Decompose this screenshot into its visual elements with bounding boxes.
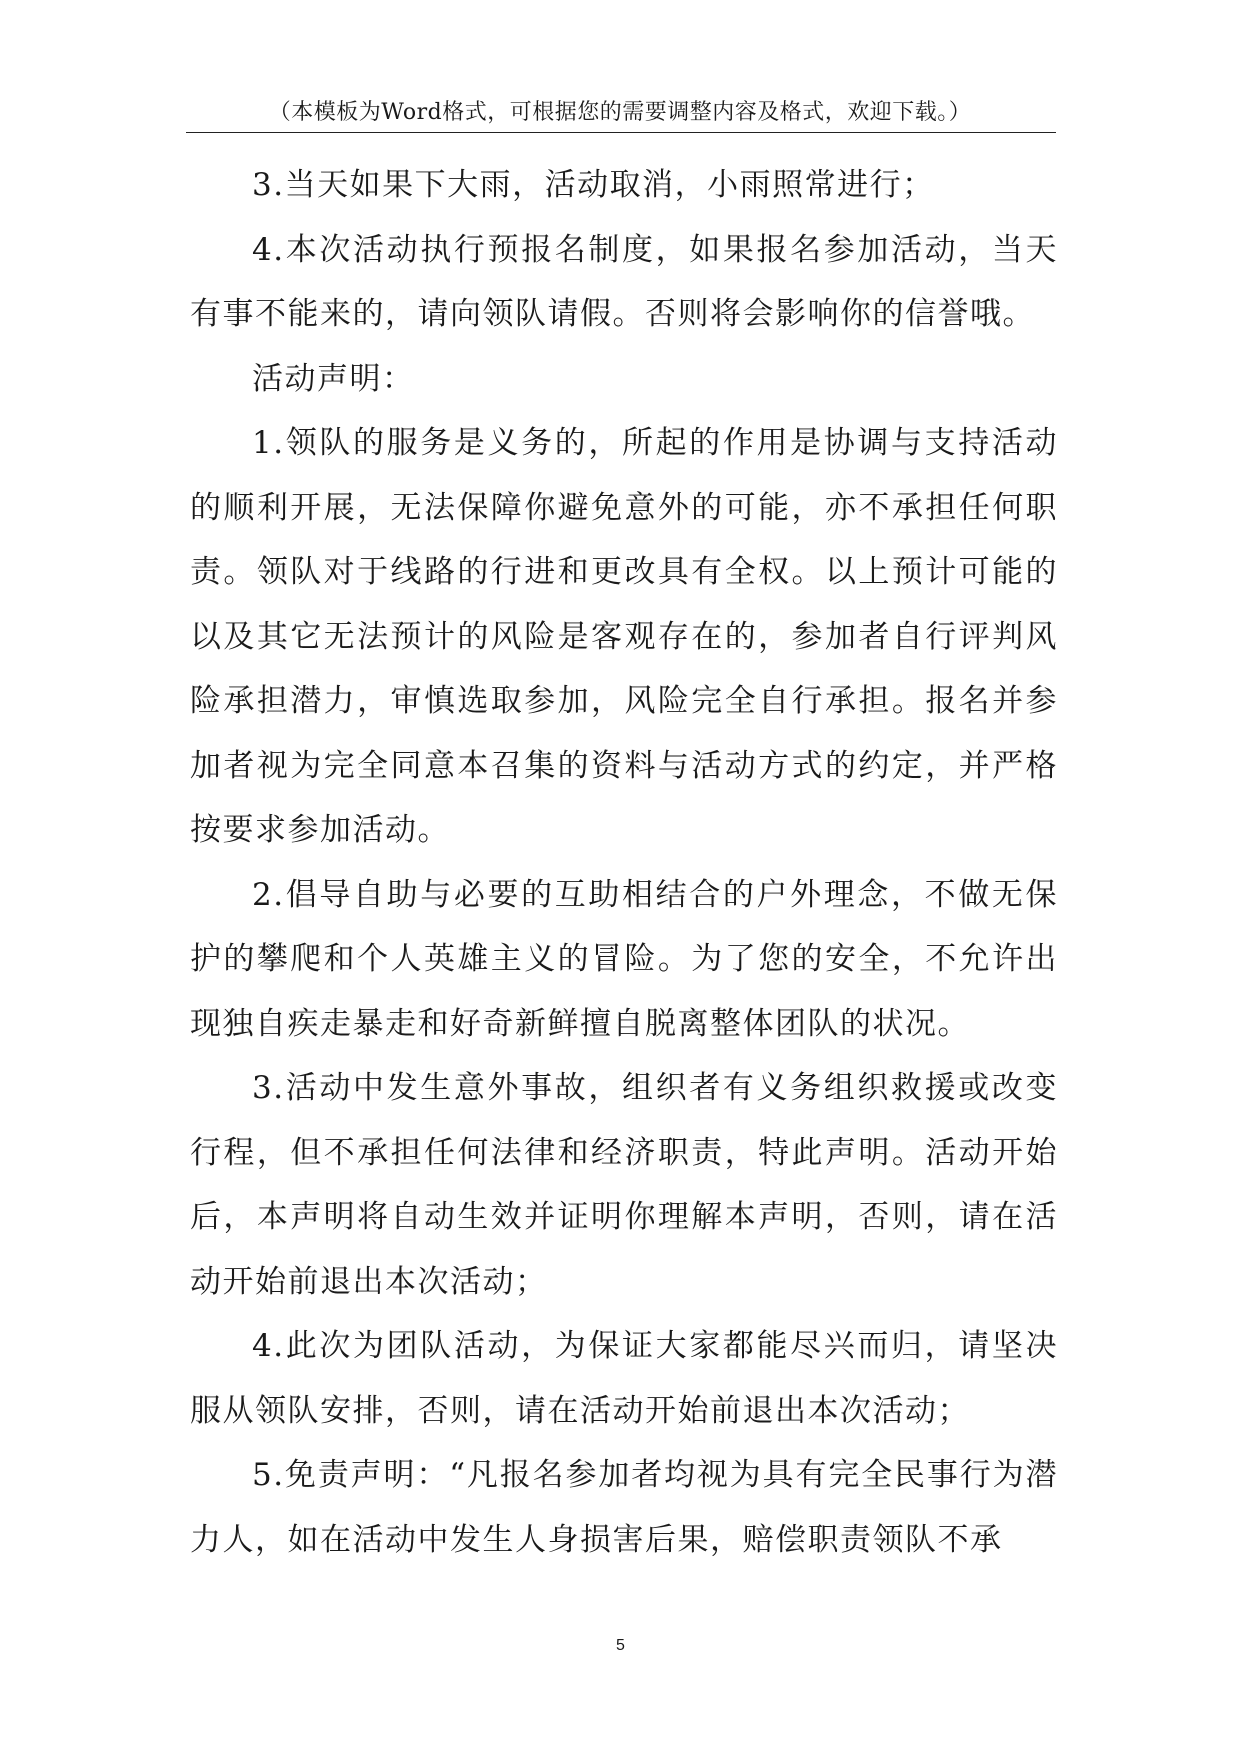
header-divider — [186, 132, 1056, 133]
section-heading-activity-statement: 活动声明： — [252, 360, 415, 397]
paragraph-registration-rule: 4.本次活动执行预报名制度，如果报名参加活动，当天有事不能来的，请向领队请假。否则将会影响你的信誉哦。 — [190, 231, 1058, 332]
page-number: 5 — [616, 1637, 625, 1654]
paragraph-statement-3: 3.活动中发生意外事故，组织者有义务组织救援或改变行程，但不承担任何法律和经济职责，特此声明。活动开始后，本声明将自动生效并证明你理解本声明，否则，请在活动开始前退出本次活动； — [190, 1070, 1058, 1300]
document-body — [190, 153, 1058, 1572]
paragraph-statement-4: 4.此次为团队活动，为保证大家都能尽兴而归，请坚决服从领队安排，否则，请在活动开始前退出本次活动； — [190, 1328, 1058, 1429]
paragraph-rain-rule: 3.当天如果下大雨，活动取消，小雨照常进行； — [252, 167, 935, 203]
paragraph-statement-5: 5.免责声明：“凡报名参加者均视为具有完全民事行为潜力人，如在活动中发生人身损害后果，赔偿职责领队不承 — [190, 1457, 1058, 1558]
paragraph-statement-1: 1.领队的服务是义务的，所起的作用是协调与支持活动的顺利开展，无法保障你避免意外的可能，亦不承担任何职责。领队对于线路的行进和更改具有全权。以上预计可能的以及其它无法预计的风险是客观存在的，参加者自行评判风险承担潜力，审慎选取参加，风险完全自行承担。报名并参加者视为完全同意本召集的资料与活动方式的约定，并严格按要求参加活动。 — [190, 425, 1058, 848]
page-header: （本模板为Word格式，可根据您的需要调整内容及格式，欢迎下载。） — [268, 100, 972, 125]
paragraph-statement-2: 2.倡导自助与必要的互助相结合的户外理念，不做无保护的攀爬和个人英雄主义的冒险。为了您的安全，不允许出现独自疾走暴走和好奇新鲜擅自脱离整体团队的状况。 — [190, 876, 1058, 1042]
